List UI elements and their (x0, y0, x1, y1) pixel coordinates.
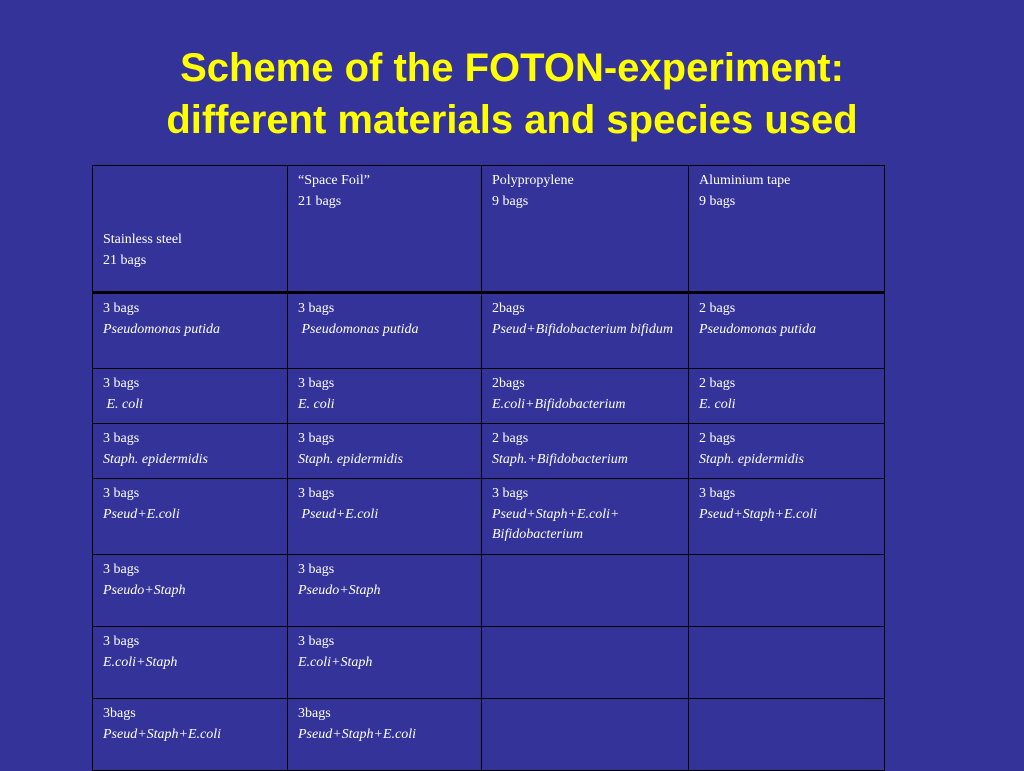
table-cell (482, 479, 689, 555)
table-cell-empty (689, 555, 885, 627)
species-name: E. coli (298, 396, 335, 412)
material-name: Aluminium tape (699, 173, 791, 188)
bag-count: 3 bags (298, 376, 335, 391)
species-name: E. coli (103, 396, 144, 412)
materials-species-table (92, 165, 885, 771)
table-cell (288, 699, 482, 771)
species-name: Staph.+Bifidobacterium (492, 451, 628, 467)
bag-count: 3 bags (103, 486, 140, 501)
table-cell (288, 555, 482, 627)
material-bag-count: 9 bags (492, 193, 529, 209)
species-name: E.coli+Staph (298, 654, 373, 670)
table-cell (93, 555, 288, 627)
slide-title-line-2: different materials and species used (166, 98, 858, 142)
bag-count: 3 bags (298, 486, 335, 501)
bag-count: 2bags (492, 301, 525, 316)
header-cell-space-foil (288, 166, 482, 293)
table-cell (93, 293, 288, 369)
slide-title-line-1: Scheme of the FOTON-experiment: (180, 46, 844, 90)
bag-count: 2 bags (492, 431, 529, 446)
table-cell (482, 293, 689, 369)
species-name: Pseudo+Staph (103, 582, 186, 598)
bag-count: 3 bags (699, 486, 736, 501)
bag-count: 3 bags (103, 562, 140, 577)
material-bag-count: 21 bags (103, 252, 147, 268)
table-row (93, 699, 885, 771)
species-name: E.coli+Staph (103, 654, 178, 670)
table-cell (288, 479, 482, 555)
table-cell-empty (689, 627, 885, 699)
material-bag-count: 21 bags (298, 193, 342, 209)
table-cell-empty (689, 699, 885, 771)
species-name: Pseud+Bifidobacterium bifidum (492, 321, 673, 337)
species-name: Pseud+Staph+E.coli (103, 726, 222, 742)
species-name: E.coli+Bifidobacterium (492, 396, 626, 412)
species-name: Pseud+E.coli (298, 506, 379, 522)
table-row (93, 479, 885, 555)
species-name: Pseud+Staph+E.coli (699, 506, 818, 522)
header-row (93, 166, 885, 293)
table-cell (482, 424, 689, 479)
table-cell (288, 424, 482, 479)
table-cell-empty (482, 699, 689, 771)
table-row (93, 293, 885, 369)
species-name: Pseudomonas putida (699, 321, 817, 337)
material-bag-count: 9 bags (699, 193, 736, 209)
species-name: Staph. epidermidis (103, 451, 208, 467)
bag-count: 3 bags (103, 634, 140, 649)
table-cell-empty (482, 627, 689, 699)
material-name: Polypropylene (492, 173, 574, 188)
bag-count: 3 bags (298, 634, 335, 649)
material-name: “Space Foil” (298, 173, 370, 188)
slide-title (0, 42, 1024, 146)
header-cell-polypropylene (482, 166, 689, 293)
table-row (93, 627, 885, 699)
species-name: Pseudomonas putida (298, 321, 419, 337)
table-cell (93, 699, 288, 771)
bag-count: 2 bags (699, 431, 736, 446)
table-row (93, 424, 885, 479)
species-name: Pseud+Staph+E.coli+ Bifidobacterium (492, 506, 620, 542)
bag-count: 3 bags (298, 562, 335, 577)
table-cell (482, 369, 689, 424)
bag-count: 3 bags (492, 486, 529, 501)
bag-count: 3bags (298, 706, 331, 721)
bag-count: 3 bags (298, 431, 335, 446)
table-cell (93, 479, 288, 555)
table-row (93, 369, 885, 424)
header-cell-stainless-steel (93, 166, 288, 293)
material-name: Stainless steel (103, 232, 182, 247)
species-name: Pseudomonas putida (103, 321, 221, 337)
table-cell (93, 369, 288, 424)
bag-count: 3bags (103, 706, 136, 721)
table-cell (288, 293, 482, 369)
species-name: Staph. epidermidis (699, 451, 804, 467)
table-cell (93, 627, 288, 699)
table-cell (689, 479, 885, 555)
table-cell (93, 424, 288, 479)
table-cell (689, 424, 885, 479)
bag-count: 2 bags (699, 301, 736, 316)
table-cell-empty (482, 555, 689, 627)
bag-count: 3 bags (298, 301, 335, 316)
header-cell-aluminium-tape (689, 166, 885, 293)
table-cell (288, 627, 482, 699)
species-name: Pseud+Staph+E.coli (298, 726, 417, 742)
table-row (93, 555, 885, 627)
table-cell (288, 369, 482, 424)
species-name: Pseudo+Staph (298, 582, 381, 598)
species-name: Staph. epidermidis (298, 451, 403, 467)
bag-count: 3 bags (103, 431, 140, 446)
table-cell (689, 369, 885, 424)
bag-count: 3 bags (103, 301, 140, 316)
bag-count: 3 bags (103, 376, 140, 391)
bag-count: 2bags (492, 376, 525, 391)
table-cell (689, 293, 885, 369)
bag-count: 2 bags (699, 376, 736, 391)
species-name: E. coli (699, 396, 736, 412)
species-name: Pseud+E.coli (103, 506, 180, 522)
